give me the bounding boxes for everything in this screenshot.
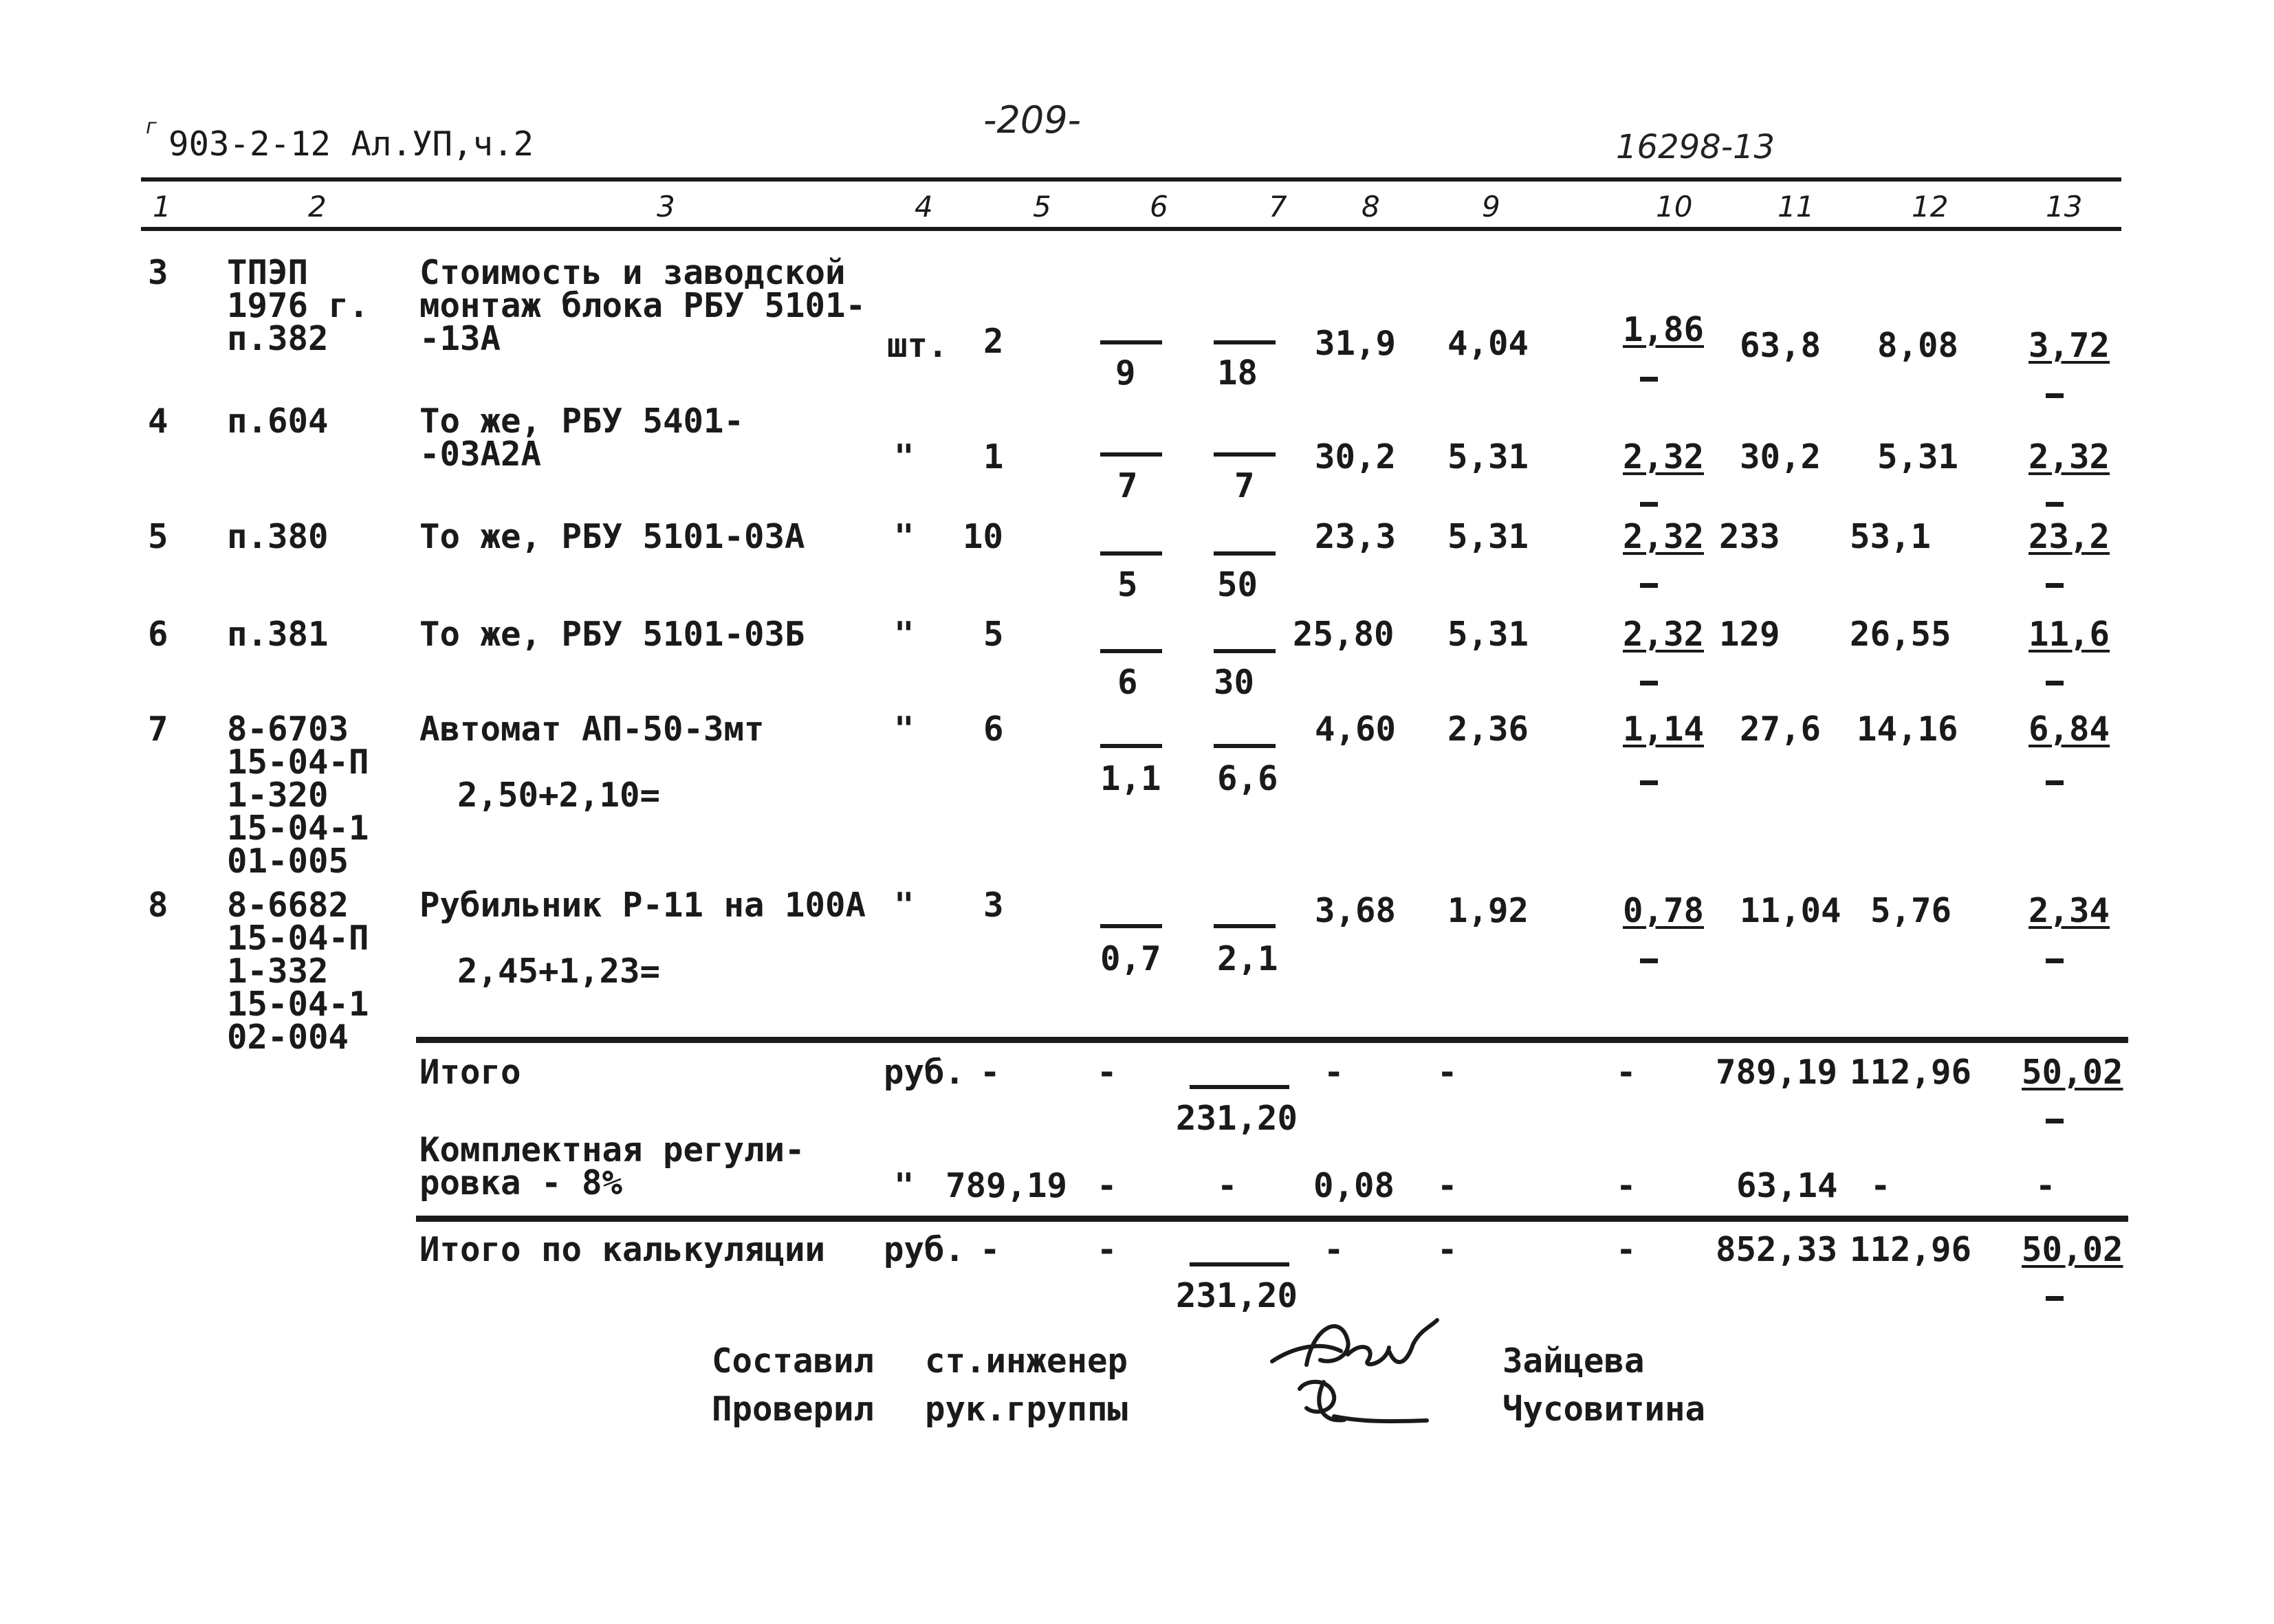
row-col8: 4,60 xyxy=(1315,710,1397,749)
grand-total-col5: - xyxy=(980,1230,1001,1269)
fraction-bar xyxy=(1214,551,1276,556)
row-col9: 2,36 xyxy=(1447,710,1529,749)
subtotal-col5: - xyxy=(980,1053,1001,1092)
fraction-bar xyxy=(1100,340,1162,344)
row-col13: 11,6 xyxy=(2029,615,2110,654)
adjustment-col5: 789,19 xyxy=(945,1166,1068,1205)
row-col6: 7 xyxy=(1117,466,1138,505)
row-number: 6 xyxy=(148,615,168,654)
compiled-name: Зайцева xyxy=(1502,1341,1645,1381)
row-col8: 31,9 xyxy=(1315,324,1397,363)
row-quantity: 10 xyxy=(963,517,1004,556)
row-col12: 26,55 xyxy=(1850,615,1952,654)
row-col11: 233 xyxy=(1719,517,1780,556)
row-col7: 7 xyxy=(1234,466,1255,505)
adjustment-col11: 63,14 xyxy=(1736,1166,1838,1205)
grand-total-unit: руб. xyxy=(884,1230,965,1269)
row-col10: 1,86 xyxy=(1623,310,1705,349)
row-reference: п.381 xyxy=(227,615,329,654)
row-col9: 1,92 xyxy=(1447,891,1529,930)
dash-mark xyxy=(1640,583,1658,588)
fraction-bar xyxy=(1214,340,1276,344)
row-col11: 129 xyxy=(1719,615,1780,654)
col-header-11: 11 xyxy=(1778,190,1815,223)
row-col9: 5,31 xyxy=(1447,437,1529,476)
fraction-bar xyxy=(1100,551,1162,556)
row-unit: " xyxy=(894,886,915,925)
row-col11: 30,2 xyxy=(1740,437,1822,476)
row-col9: 4,04 xyxy=(1447,324,1529,363)
row-col13: 2,34 xyxy=(2029,891,2110,930)
row-quantity: 2 xyxy=(983,322,1004,361)
row-col8: 23,3 xyxy=(1315,517,1397,556)
row-quantity: 6 xyxy=(983,710,1004,749)
adjustment-label: ровка - 8% xyxy=(419,1163,623,1203)
row-col12: 8,08 xyxy=(1877,326,1959,365)
dash-mark xyxy=(2046,681,2064,685)
row-quantity: 3 xyxy=(983,886,1004,925)
row-col6: 1,1 xyxy=(1100,759,1161,798)
row-description: Рубильник Р-11 на 100А xyxy=(419,886,866,925)
row-col9: 5,31 xyxy=(1447,615,1529,654)
row-unit: шт. xyxy=(887,326,948,365)
row-col13: 3,72 xyxy=(2029,326,2110,365)
row-reference: 1-332 xyxy=(227,952,329,991)
row-reference: п.604 xyxy=(227,402,329,441)
subtotal-col11: 789,19 xyxy=(1716,1053,1838,1092)
row-number: 5 xyxy=(148,517,168,556)
fraction-bar xyxy=(1190,1262,1289,1266)
row-col8: 30,2 xyxy=(1315,437,1397,476)
row-description: То же, РБУ 5401- xyxy=(419,402,745,441)
doc-code: 903-2-12 Ал.УП,ч.2 xyxy=(168,124,534,164)
adjustment-col9: - xyxy=(1437,1166,1458,1205)
row-reference: ТПЭП xyxy=(227,253,309,292)
grand-total-rule xyxy=(416,1216,2128,1222)
subtotal-col6: - xyxy=(1097,1053,1117,1092)
row-description: Автомат АП-50-3мт xyxy=(419,710,765,749)
row-col13: 6,84 xyxy=(2029,710,2110,749)
col-header-5: 5 xyxy=(1033,190,1051,223)
row-description: -13А xyxy=(419,319,501,358)
checked-name: Чусовитина xyxy=(1502,1390,1706,1429)
row-reference: 15-04-П xyxy=(227,743,369,782)
fraction-bar xyxy=(1214,744,1276,748)
row-col10: 2,32 xyxy=(1623,517,1705,556)
row-reference: 8-6682 xyxy=(227,886,349,925)
fraction-bar xyxy=(1214,924,1276,928)
subtotal-unit: руб. xyxy=(884,1053,965,1092)
col-header-8: 8 xyxy=(1362,190,1380,223)
fraction-bar xyxy=(1190,1085,1289,1089)
row-col7: 6,6 xyxy=(1217,759,1278,798)
row-reference: 01-005 xyxy=(227,842,349,881)
dash-mark xyxy=(2046,393,2064,398)
row-col12: 14,16 xyxy=(1857,710,1958,749)
dash-mark xyxy=(1640,780,1658,785)
row-col13: 23,2 xyxy=(2029,517,2110,556)
dash-mark xyxy=(2046,502,2064,507)
row-reference: 15-04-1 xyxy=(227,809,369,848)
subtotal-col9: - xyxy=(1437,1053,1458,1092)
col-header-6: 6 xyxy=(1150,190,1168,223)
row-description: То же, РБУ 5101-03А xyxy=(419,517,805,556)
checked-role: рук.группы xyxy=(925,1390,1128,1429)
subtotal-label: Итого xyxy=(419,1053,521,1092)
row-reference: 8-6703 xyxy=(227,710,349,749)
row-reference: 15-04-1 xyxy=(227,985,369,1024)
dash-mark xyxy=(2046,958,2064,963)
row-col10: 1,14 xyxy=(1623,710,1705,749)
fraction-bar xyxy=(1214,649,1276,653)
row-reference: 1976 г. xyxy=(227,286,369,325)
row-description: То же, РБУ 5101-03Б xyxy=(419,615,805,654)
subtotal-col10: - xyxy=(1616,1053,1637,1092)
row-col8: 3,68 xyxy=(1315,891,1397,930)
grand-total-col11: 852,33 xyxy=(1716,1230,1838,1269)
row-col11: 63,8 xyxy=(1740,326,1822,365)
row-col9: 5,31 xyxy=(1447,517,1529,556)
row-unit: " xyxy=(894,615,915,654)
subtotal-col13: 50,02 xyxy=(2022,1053,2123,1092)
col-header-4: 4 xyxy=(915,190,933,223)
fraction-bar xyxy=(1100,924,1162,928)
table-header-rule xyxy=(141,227,2121,231)
row-col7: 2,1 xyxy=(1217,939,1278,978)
handwritten-signature-compiled xyxy=(1265,1299,1444,1444)
row-col13: 2,32 xyxy=(2029,437,2110,476)
col-header-2: 2 xyxy=(308,190,327,223)
row-number: 8 xyxy=(148,886,168,925)
dash-mark xyxy=(2046,583,2064,588)
row-formula: 2,45+1,23= xyxy=(457,952,661,991)
adjustment-col12: - xyxy=(1870,1166,1891,1205)
corner-mark: г xyxy=(146,115,157,139)
dash-mark xyxy=(1640,681,1658,685)
subtotal-col7: 231,20 xyxy=(1176,1099,1298,1138)
grand-total-col10: - xyxy=(1616,1230,1637,1269)
grand-total-col6: - xyxy=(1097,1230,1117,1269)
row-col7: 18 xyxy=(1217,353,1258,393)
dash-mark xyxy=(2046,780,2064,785)
row-col10: 2,32 xyxy=(1623,615,1705,654)
row-col12: 53,1 xyxy=(1850,517,1932,556)
row-col6: 9 xyxy=(1115,353,1136,393)
reference-number: 16298-13 xyxy=(1616,128,1775,166)
dash-mark xyxy=(1640,377,1658,382)
row-unit: " xyxy=(894,437,915,476)
fraction-bar xyxy=(1214,452,1276,457)
row-description: Стоимость и заводской xyxy=(419,253,846,292)
row-quantity: 5 xyxy=(983,615,1004,654)
adjustment-col10: - xyxy=(1616,1166,1637,1205)
row-reference: 15-04-П xyxy=(227,919,369,958)
col-header-13: 13 xyxy=(2046,190,2083,223)
page-number: -209- xyxy=(983,98,1082,142)
row-reference: 02-004 xyxy=(227,1018,349,1057)
row-col12: 5,76 xyxy=(1870,891,1952,930)
adjustment-label: Комплектная регули- xyxy=(419,1130,805,1170)
grand-total-col12: 112,96 xyxy=(1850,1230,1972,1269)
fraction-bar xyxy=(1100,744,1162,748)
table-top-rule xyxy=(141,177,2121,182)
col-header-10: 10 xyxy=(1656,190,1693,223)
row-col7: 30 xyxy=(1214,663,1255,702)
row-description: монтаж блока РБУ 5101- xyxy=(419,286,866,325)
row-col6: 6 xyxy=(1117,663,1138,702)
row-quantity: 1 xyxy=(983,437,1004,476)
row-unit: " xyxy=(894,517,915,556)
row-col6: 5 xyxy=(1117,565,1138,604)
row-description: -03А2А xyxy=(419,435,542,474)
dash-mark xyxy=(1640,502,1658,507)
row-number: 3 xyxy=(148,253,168,292)
dash-mark xyxy=(2046,1296,2064,1301)
subtotal-rule xyxy=(416,1037,2128,1043)
grand-total-label: Итого по калькуляции xyxy=(419,1230,826,1269)
row-col12: 5,31 xyxy=(1877,437,1959,476)
col-header-3: 3 xyxy=(657,190,675,223)
row-unit: " xyxy=(894,710,915,749)
compiled-role: ст.инженер xyxy=(925,1341,1128,1381)
grand-total-col7: 231,20 xyxy=(1176,1276,1298,1315)
grand-total-col9: - xyxy=(1437,1230,1458,1269)
dash-mark xyxy=(1640,958,1658,963)
adjustment-unit: " xyxy=(894,1166,915,1205)
row-formula: 2,50+2,10= xyxy=(457,776,661,815)
row-col10: 0,78 xyxy=(1623,891,1705,930)
col-header-7: 7 xyxy=(1269,190,1287,223)
subtotal-col8: - xyxy=(1324,1053,1344,1092)
row-reference: п.380 xyxy=(227,517,329,556)
dash-mark xyxy=(2046,1119,2064,1123)
row-col11: 11,04 xyxy=(1740,891,1841,930)
subtotal-col12: 112,96 xyxy=(1850,1053,1972,1092)
row-reference: п.382 xyxy=(227,319,329,358)
row-col10: 2,32 xyxy=(1623,437,1705,476)
row-col6: 0,7 xyxy=(1100,939,1161,978)
grand-total-col8: - xyxy=(1324,1230,1344,1269)
adjustment-col13: - xyxy=(2035,1166,2056,1205)
row-number: 7 xyxy=(148,710,168,749)
compiled-label: Составил xyxy=(712,1341,875,1381)
adjustment-col8: 0,08 xyxy=(1313,1166,1395,1205)
row-col7: 50 xyxy=(1217,565,1258,604)
adjustment-col6: - xyxy=(1097,1166,1117,1205)
row-col8: 25,80 xyxy=(1293,615,1395,654)
row-number: 4 xyxy=(148,402,168,441)
col-header-9: 9 xyxy=(1482,190,1500,223)
fraction-bar xyxy=(1100,649,1162,653)
fraction-bar xyxy=(1100,452,1162,457)
row-reference: 1-320 xyxy=(227,776,329,815)
col-header-1: 1 xyxy=(153,190,171,223)
row-col11: 27,6 xyxy=(1740,710,1822,749)
col-header-12: 12 xyxy=(1912,190,1949,223)
checked-label: Проверил xyxy=(712,1390,875,1429)
grand-total-col13: 50,02 xyxy=(2022,1230,2123,1269)
adjustment-col7: - xyxy=(1217,1166,1238,1205)
